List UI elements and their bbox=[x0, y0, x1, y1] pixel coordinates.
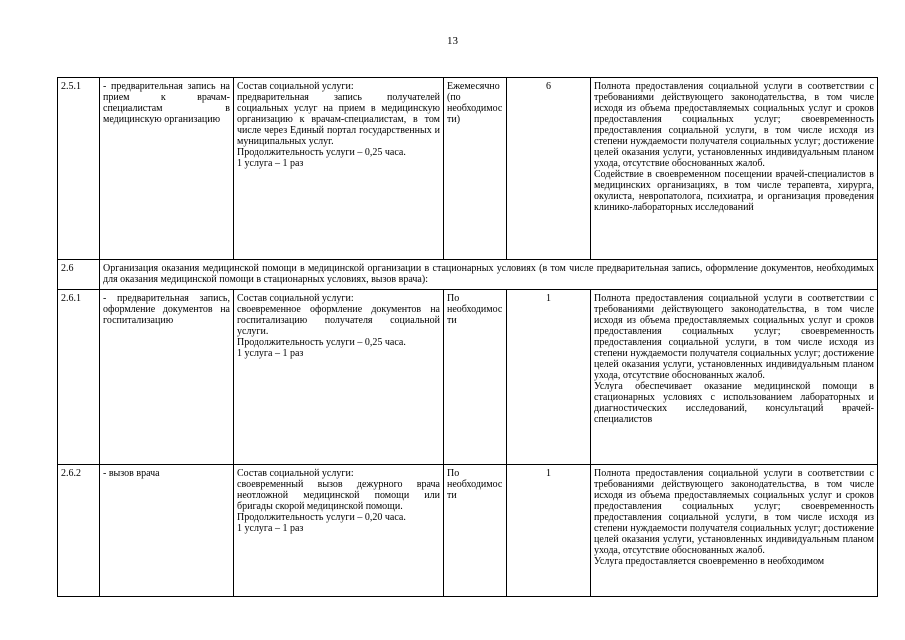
composition-text: предварительная запись получателей социальных услуг на прием в медицинскую организацию к врачам-специалистам, в том числе через Единый портал государственных и муниципальных услуг. bbox=[237, 92, 440, 147]
service-name: - предварительная запись на прием к врачам-специалистам в медицинскую организацию bbox=[100, 78, 234, 260]
composition-text: своевременный вызов дежурного врача неотложной медицинской помощи или бригады скорой медицинской помощи. bbox=[237, 479, 440, 512]
section-row bbox=[58, 260, 878, 290]
services-table bbox=[57, 77, 878, 597]
service-unit: 1 услуга – 1 раз bbox=[237, 523, 304, 534]
service-periodicity: По необходимос ти bbox=[444, 465, 507, 597]
service-volume: 1 bbox=[507, 290, 591, 465]
service-composition bbox=[234, 290, 444, 465]
quality-text: Услуга предоставляется своевременно в необходимом bbox=[594, 556, 825, 567]
composition-header: Состав социальной услуги: bbox=[237, 293, 354, 304]
section-code: 2.6 bbox=[58, 260, 100, 290]
composition-text: своевременное оформление документов на госпитализацию получателя социальной услуги. bbox=[237, 304, 440, 337]
table-row bbox=[58, 290, 878, 465]
table-row bbox=[58, 465, 878, 597]
quality-text: Содействие в своевременном посещении врачей-специалистов в медицинских организациях, в том числе терапевта, хирурга, окулиста, невропатолога, психиатра, и организация проведения клинико-лабораторных исследований bbox=[594, 169, 874, 213]
service-duration: Продолжительность услуги – 0,25 часа. bbox=[237, 147, 406, 158]
composition-header: Состав социальной услуги: bbox=[237, 468, 354, 479]
service-quality bbox=[591, 465, 878, 597]
service-unit: 1 услуга – 1 раз bbox=[237, 158, 304, 169]
service-code: 2.6.1 bbox=[58, 290, 100, 465]
table-row bbox=[58, 78, 878, 260]
service-quality bbox=[591, 78, 878, 260]
service-composition bbox=[234, 465, 444, 597]
service-duration: Продолжительность услуги – 0,20 часа. bbox=[237, 512, 406, 523]
service-volume: 1 bbox=[507, 465, 591, 597]
service-code: 2.5.1 bbox=[58, 78, 100, 260]
service-unit: 1 услуга – 1 раз bbox=[237, 348, 304, 359]
service-quality bbox=[591, 290, 878, 465]
service-composition bbox=[234, 78, 444, 260]
service-name: - предварительная запись, оформление документов на госпитализацию bbox=[100, 290, 234, 465]
page-number: 13 bbox=[447, 35, 458, 47]
quality-text: Полнота предоставления социальной услуги в соответствии с требованиями действующего законодательства, в том числе исходя из объема предоставляемых социальных услуг и сроков предоставления социальных услуг; своевременность предоставления социальной услуги, в том числе исходя из степени нуждаемости получателя социальных услуг; достижение целей оказания услуги, установленных индивидуальным планом ухода, отсутствие обоснованных жалоб. bbox=[594, 81, 874, 169]
quality-text: Полнота предоставления социальной услуги в соответствии с требованиями действующего законодательства, в том числе исходя из объема предоставляемых социальных услуг и сроков предоставления социальных услуг; своевременность предоставления социальной услуги, в том числе исходя из степени нуждаемости получателя социальных услуг; достижение целей оказания услуги, установленных индивидуальным планом ухода, отсутствие обоснованных жалоб. bbox=[594, 468, 874, 556]
quality-text: Услуга обеспечивает оказание медицинской помощи в стационарных условиях с использованием лабораторных и диагностических исследований, консультаций врачей-специалистов bbox=[594, 381, 874, 425]
composition-header: Состав социальной услуги: bbox=[237, 81, 354, 92]
service-duration: Продолжительность услуги – 0,25 часа. bbox=[237, 337, 406, 348]
service-periodicity: Ежемесячно (по необходимос ти) bbox=[444, 78, 507, 260]
service-volume: 6 bbox=[507, 78, 591, 260]
quality-text: Полнота предоставления социальной услуги в соответствии с требованиями действующего законодательства, в том числе исходя из объема предоставляемых социальных услуг и сроков предоставления социальных услуг; своевременность предоставления социальной услуги, в том числе исходя из степени нуждаемости получателя социальных услуг; достижение целей оказания услуги, установленных индивидуальным планом ухода, отсутствие обоснованных жалоб. bbox=[594, 293, 874, 381]
service-name: - вызов врача bbox=[100, 465, 234, 597]
service-periodicity: По необходимос ти bbox=[444, 290, 507, 465]
section-title: Организация оказания медицинской помощи в медицинской организации в стационарных условиях (в том числе предварительная запись, оформление документов, необходимых для оказания медицинской помощи в стационарных условиях, вызов врача): bbox=[100, 260, 878, 290]
service-code: 2.6.2 bbox=[58, 465, 100, 597]
